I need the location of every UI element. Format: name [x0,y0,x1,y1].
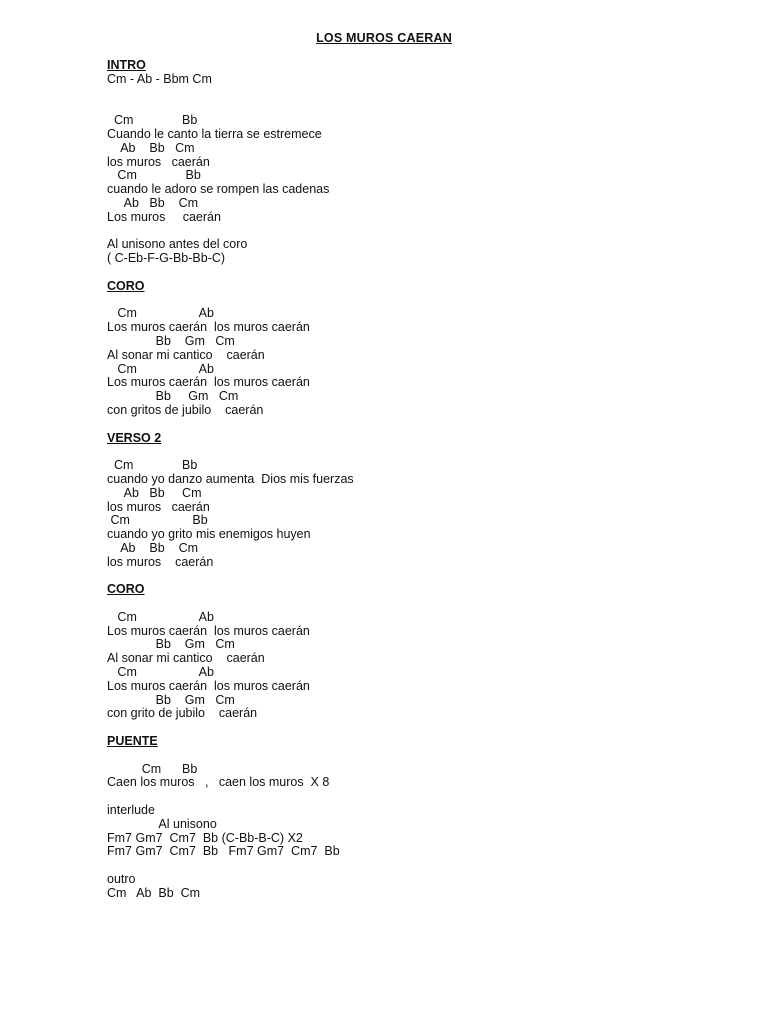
blank-line [107,597,707,611]
section-heading: VERSO 2 [107,430,162,445]
chord-line: Cm Bb [107,513,208,528]
lyric-line: con grito de jubilo caerán [107,706,258,721]
section-heading: PUENTE [107,734,158,749]
lyric-line: Al unisono [107,816,217,831]
chord-line: Cm - Ab - Bbm Cm [107,71,212,86]
blank-line [107,790,707,804]
chord-line: Bb Gm Cm [107,389,239,404]
chord-line: Cm Ab [107,361,214,376]
lyric-line: Los muros caerán [107,209,221,224]
lyric-line: cuando le adoro se rompen las cadenas [107,182,330,197]
section-heading: CORO [107,278,145,293]
chord-line: Cm Ab [107,665,214,680]
chord-line: Cm Ab [107,306,214,321]
lyric-line: los muros caerán [107,499,210,514]
lyric-line: cuando yo danzo aumenta Dios mis fuerzas [107,471,354,486]
lyric-line: los muros caerán [107,554,214,569]
blank-line [107,721,707,735]
chord-line: Bb Gm Cm [107,333,235,348]
lyric-line: los muros caerán [107,154,210,169]
blank-line [107,418,707,432]
blank-line [107,266,707,280]
section-heading: CORO [107,582,145,597]
lyric-line: Al sonar mi cantico caerán [107,347,265,362]
lyric-line: Al unisono antes del coro [107,237,248,252]
lyric-line: Los muros caerán los muros caerán [107,623,310,638]
lyric-line: Cuando le canto la tierra se estremece [107,126,322,141]
section-heading: INTRO [107,58,146,72]
chord-line: Bb Gm Cm [107,692,235,707]
chord-line: Ab Bb Cm [107,540,199,555]
lyric-line: Al sonar mi cantico caerán [107,651,265,666]
lyric-line: interlude [107,803,155,818]
blank-line [107,569,707,583]
song-sheet [107,59,707,901]
chord-line: Cm Ab Bb Cm [107,885,201,900]
chord-line: Cm Ab [107,609,214,624]
chord-line: Cm Bb [107,458,198,473]
chord-line: Cm Bb [107,168,201,183]
lyric-line: Los muros caerán los muros caerán [107,375,310,390]
song-title: LOS MUROS CAERAN [316,31,452,45]
blank-line [107,100,707,114]
blank-line [107,749,707,763]
chord-line: Fm7 Gm7 Cm7 Bb (C-Bb-B-C) X2 [107,830,303,845]
chord-line: Bb Gm Cm [107,637,235,652]
chord-line: Fm7 Gm7 Cm7 Bb Fm7 Gm7 Cm7 Bb [107,844,340,859]
blank-line [107,445,707,459]
chord-line: Ab Bb Cm [107,485,202,500]
lyric-line: cuando yo grito mis enemigos huyen [107,527,311,542]
lyric-line: Caen los muros , caen los muros X 8 [107,775,330,790]
chord-line: Cm Bb [107,113,198,128]
blank-line [107,294,707,308]
lyric-line: Los muros caerán los muros caerán [107,320,310,335]
chord-line: Ab Bb Cm [107,195,199,210]
chord-line: ( C-Eb-F-G-Bb-Bb-C) [107,251,226,266]
chord-line: Cm Bb [107,761,198,776]
blank-line [107,87,707,101]
lyric-line: outro [107,872,136,887]
blank-line [107,859,707,873]
lyric-line: Los muros caerán los muros caerán [107,678,310,693]
chord-line: Ab Bb Cm [107,140,195,155]
blank-line [107,225,707,239]
lyric-line: con gritos de jubilo caerán [107,402,264,417]
